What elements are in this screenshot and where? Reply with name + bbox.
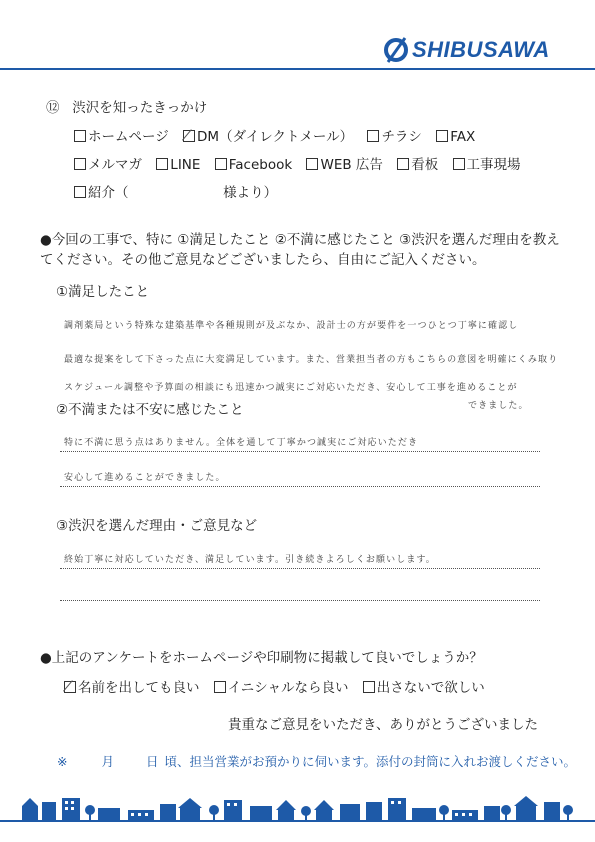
thanks-message: 貴重なご意見をいただき、ありがとうございました	[228, 717, 538, 733]
reason-line-1: 終始丁寧に対応していただき、満足しています。引き続きよろしくお願いします。	[64, 555, 436, 565]
survey-intro: ●今回の工事で、特に ①満足したこと ②不満に感じたこと ③渋沢を選んだ理由を教えてください。その他ご意見などございましたら、自由にご記入ください。	[40, 232, 560, 268]
q12-title	[46, 96, 207, 116]
q12-number: ⑫	[46, 100, 60, 116]
satisfied-line-3: スケジュール調整や予算面の相談にも迅速かつ誠実にご対応いただき、安心して工事を進めることが	[64, 383, 518, 393]
option-construction-site[interactable]: 工事現場	[453, 153, 521, 173]
writing-line	[60, 600, 540, 601]
q12-title-text: 渋沢を知ったきっかけ	[72, 100, 208, 116]
option-referral[interactable]: 紹介（	[74, 181, 129, 201]
footnote-month: 月	[101, 754, 114, 769]
checkbox[interactable]	[214, 681, 226, 693]
footnote-text: 頃、担当営業がお預かりに伺います。添付の封筒に入れお渡しください。	[164, 754, 576, 769]
footer-rule	[0, 820, 595, 822]
building-icon	[340, 804, 360, 820]
dissatisfied-line-1: 特に不満に思う点はありません。全体を通して丁寧かつ誠実にご対応いただき	[64, 438, 419, 448]
dissatisfied-heading: ②不満または不安に感じたこと	[56, 402, 244, 418]
option-web-ad[interactable]: WEB 広告	[306, 153, 382, 173]
checkbox[interactable]	[156, 158, 168, 170]
option-facebook[interactable]: Facebook	[215, 157, 292, 173]
townscape-illustration	[0, 792, 595, 842]
option-flyer[interactable]: チラシ	[367, 125, 422, 145]
satisfied-line-4: できました。	[468, 401, 529, 411]
checkbox[interactable]	[215, 158, 227, 170]
checkbox[interactable]	[363, 681, 375, 693]
house-roof-icon	[314, 800, 334, 810]
building-icon	[484, 806, 500, 820]
building-icon	[98, 808, 120, 820]
publish-options	[64, 676, 495, 696]
logo-mark-icon	[383, 36, 411, 64]
house-roof-icon	[178, 798, 202, 808]
checkbox[interactable]	[306, 158, 318, 170]
house-roof-icon	[22, 798, 38, 806]
building-icon	[544, 802, 560, 820]
option-mailmag[interactable]: メルマガ	[74, 153, 142, 173]
satisfied-line-1: 調剤薬局という特殊な建築基準や各種規則が及ぶなか、設計士の方が要件を一つひとつ丁寧に確認し	[64, 321, 519, 331]
building-icon	[224, 800, 242, 820]
house-roof-icon	[514, 796, 538, 806]
building-icon	[366, 802, 382, 820]
satisfied-heading: ①満足したこと	[56, 284, 150, 300]
dissatisfied-line-2: 安心して進めることができました。	[64, 473, 226, 483]
checkbox[interactable]	[367, 130, 379, 142]
header-rule	[0, 68, 595, 70]
satisfied-line-2: 最適な提案をして下さった点に大変満足しています。また、営業担当者の方もこちらの意図を明確にくみ取り	[64, 355, 559, 365]
writing-line	[60, 451, 540, 452]
writing-line	[60, 568, 540, 569]
option-line[interactable]: LINE	[156, 157, 200, 173]
option-dm[interactable]: DM（ダイレクトメール）	[183, 125, 353, 145]
referral-suffix: 様より）	[223, 185, 278, 201]
building-icon	[42, 802, 56, 820]
house-roof-icon	[276, 800, 296, 810]
checkbox[interactable]	[453, 158, 465, 170]
footnote-mark: ※	[57, 754, 68, 769]
building-icon	[412, 808, 436, 820]
option-signboard[interactable]: 看板	[397, 153, 438, 173]
building-icon	[388, 798, 406, 820]
checkbox[interactable]	[74, 130, 86, 142]
reason-heading: ③渋沢を選んだ理由・ご意見など	[56, 518, 258, 534]
pickup-footnote	[57, 752, 582, 770]
building-icon	[160, 804, 176, 820]
checkbox-checked[interactable]	[64, 681, 76, 693]
checkbox[interactable]	[397, 158, 409, 170]
q12-options-row3	[74, 181, 277, 201]
company-logo	[383, 36, 550, 64]
logo-text: SHIBUSAWA	[412, 37, 550, 62]
publish-option-name-ok[interactable]: 名前を出しても良い	[64, 676, 200, 696]
option-fax[interactable]: FAX	[436, 129, 475, 145]
q12-options-row2	[74, 153, 531, 173]
building-icon	[22, 806, 38, 820]
publish-option-initials-ok[interactable]: イニシャルなら良い	[214, 676, 349, 696]
option-homepage[interactable]: ホームページ	[74, 125, 169, 145]
building-icon	[250, 806, 272, 820]
publish-question: ●上記のアンケートをホームページや印刷物に掲載して良いでしょうか？	[40, 650, 483, 666]
footnote-day: 日	[145, 754, 159, 769]
checkbox[interactable]	[74, 158, 86, 170]
q12-options-row1	[74, 125, 485, 145]
publish-option-no[interactable]: 出さないで欲しい	[363, 676, 485, 696]
writing-line	[60, 486, 540, 487]
checkbox[interactable]	[436, 130, 448, 142]
checkbox[interactable]	[74, 186, 86, 198]
checkbox-checked[interactable]	[183, 130, 195, 142]
